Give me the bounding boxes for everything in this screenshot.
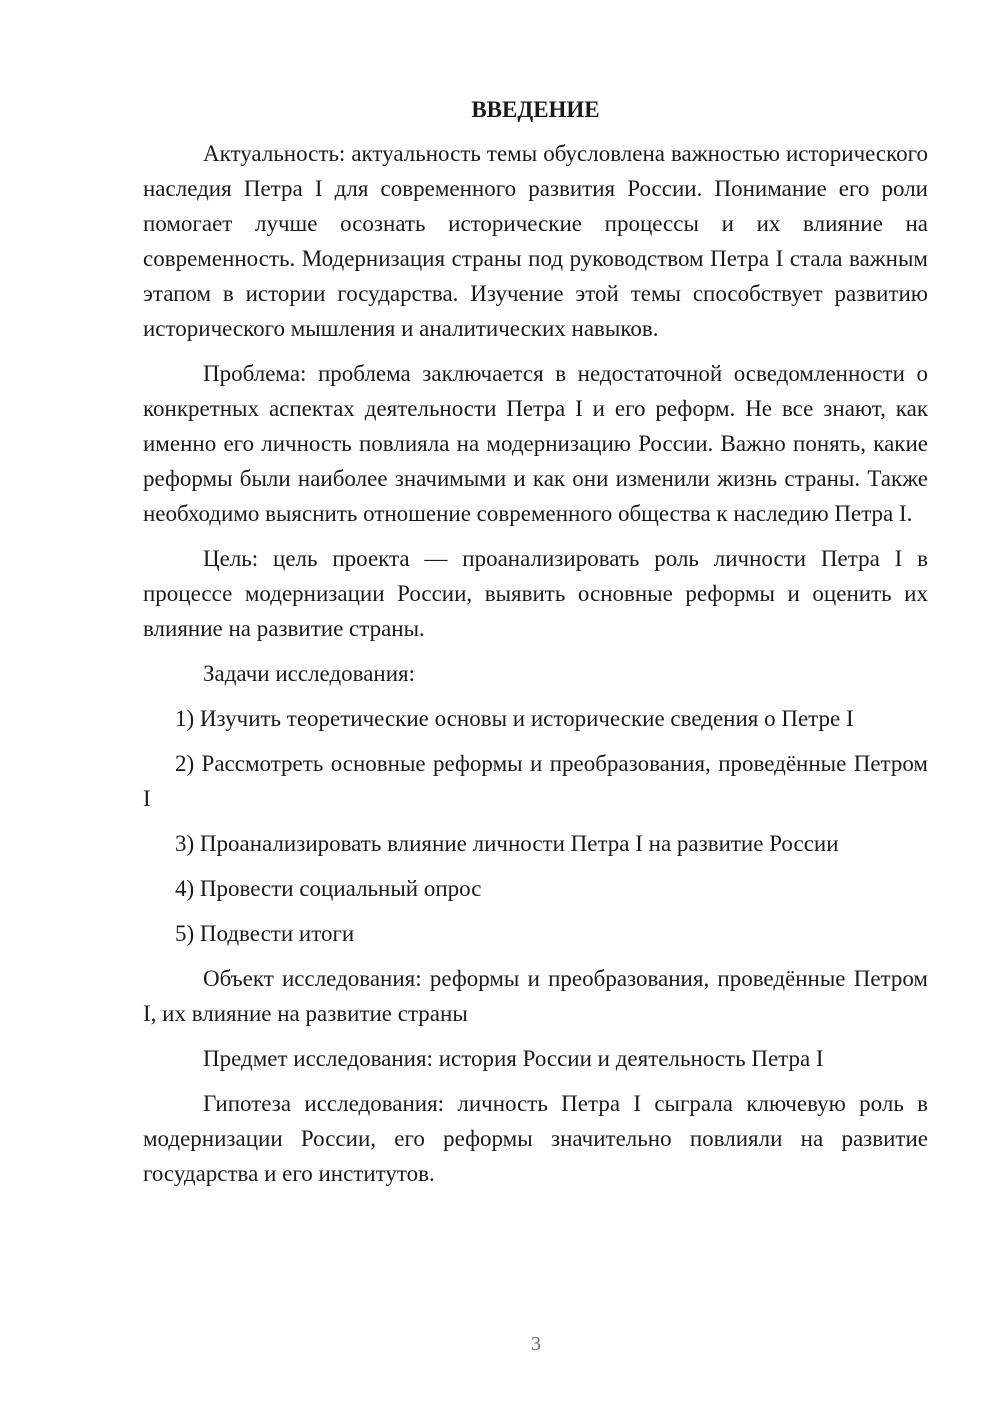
object-paragraph: Объект исследования: реформы и преобразования, проведённые Петром I, их влияние на развитие страны bbox=[143, 966, 928, 1026]
section-heading: ВВЕДЕНИЕ bbox=[471, 97, 600, 122]
subject-paragraph: Предмет исследования: история России и деятельность Петра I bbox=[203, 1046, 824, 1071]
tasks-list bbox=[143, 701, 928, 951]
task-item: 4) Провести социальный опрос bbox=[175, 876, 482, 901]
task-item: 2) Рассмотреть основные реформы и преобразования, проведённые Петром I bbox=[143, 751, 928, 811]
page-number: 3 bbox=[531, 1333, 541, 1355]
task-item: 1) Изучить теоретические основы и исторические сведения о Петре I bbox=[175, 706, 854, 731]
goal-paragraph: Цель: цель проекта — проанализировать роль личности Петра I в процессе модернизации России, выявить основные реформы и оценить их влияние на развитие страны. bbox=[143, 546, 928, 641]
task-item: 3) Проанализировать влияние личности Петра I на развитие России bbox=[175, 831, 839, 856]
tasks-intro: Задачи исследования: bbox=[203, 661, 416, 686]
problem-paragraph: Проблема: проблема заключается в недостаточной осведомленности о конкретных аспектах деятельности Петра I и его реформ. Не все знают, как именно его личность повлияла на модернизацию России. Важно понять, какие реформы были наиболее значимыми и как они изменили жизнь страны. Также необходимо выяснить отношение современного общества к наследию Петра I. bbox=[143, 361, 928, 526]
relevance-paragraph: Актуальность: актуальность темы обусловлена важностью исторического наследия Петра I для современного развития России. Понимание его роли помогает лучше осознать исторические процессы и их влияние на современность. Модернизация страны под руководством Петра I стала важным этапом в истории государства. Изучение этой темы способствует развитию исторического мышления и аналитических навыков. bbox=[143, 141, 928, 341]
document-page bbox=[143, 92, 928, 1201]
task-item: 5) Подвести итоги bbox=[175, 921, 355, 946]
hypothesis-paragraph: Гипотеза исследования: личность Петра I сыграла ключевую роль в модернизации России, его реформы значительно повлияли на развитие государства и его институтов. bbox=[143, 1091, 928, 1186]
